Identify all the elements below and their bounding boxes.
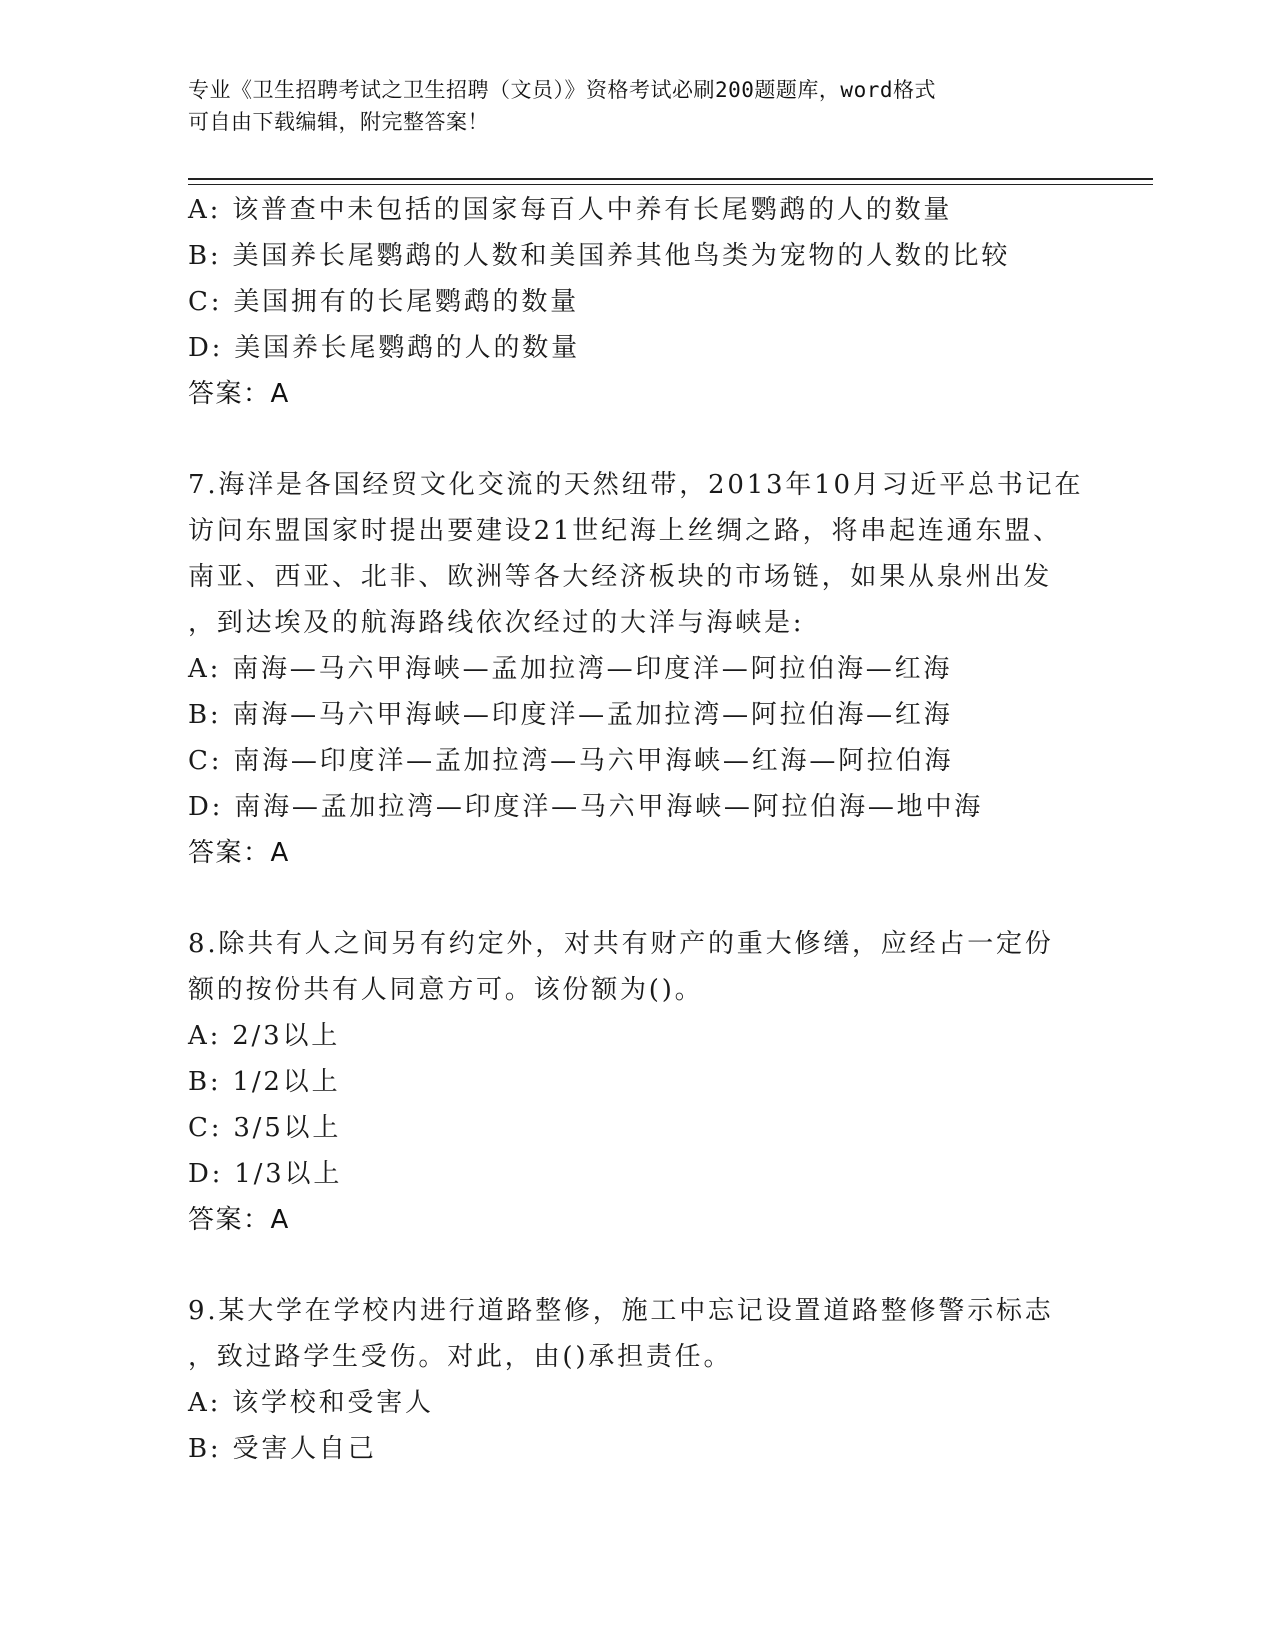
answer-line: 答案：A xyxy=(188,379,290,409)
option-c: C: 3/5以上 xyxy=(188,1113,342,1143)
question-6 xyxy=(188,187,1088,417)
option-a: A: 该学校和受害人 xyxy=(188,1388,434,1418)
header-line-1: 专业《卫生招聘考试之卫生招聘（文员）》资格考试必刷200题题库，word格式 xyxy=(188,78,936,102)
question-text-line: 额的按份共有人同意方可。该份额为()。 xyxy=(188,975,704,1005)
question-text-line: 8.除共有人之间另有约定外，对共有财产的重大修缮，应经占一定份 xyxy=(188,929,1054,959)
document-body xyxy=(188,187,1088,1472)
option-b: B: 南海—马六甲海峡—印度洋—孟加拉湾—阿拉伯海—红海 xyxy=(188,700,953,730)
option-b: B: 受害人自己 xyxy=(188,1434,377,1464)
answer-line: 答案：A xyxy=(188,1205,290,1235)
header-divider-thick xyxy=(188,178,1153,180)
option-b: B: 1/2以上 xyxy=(188,1067,341,1097)
option-b: B: 美国养长尾鹦鹉的人数和美国养其他鸟类为宠物的人数的比较 xyxy=(188,241,1011,271)
question-7 xyxy=(188,462,1088,876)
option-a: A: 该普查中未包括的国家每百人中养有长尾鹦鹉的人的数量 xyxy=(188,195,953,225)
question-8 xyxy=(188,921,1088,1243)
option-c: C: 南海—印度洋—孟加拉湾—马六甲海峡—红海—阿拉伯海 xyxy=(188,746,954,776)
header-divider-thin xyxy=(188,184,1153,185)
answer-line: 答案：A xyxy=(188,838,290,868)
option-c: C: 美国拥有的长尾鹦鹉的数量 xyxy=(188,287,579,317)
question-text-line: 南亚、西亚、北非、欧洲等各大经济板块的市场链，如果从泉州出发 xyxy=(188,562,1053,592)
question-9 xyxy=(188,1288,1088,1472)
header-line-2: 可自由下载编辑，附完整答案！ xyxy=(188,110,489,134)
question-text-line: 访问东盟国家时提出要建设21世纪海上丝绸之路，将串起连通东盟、 xyxy=(188,516,1062,546)
option-a: A: 南海—马六甲海峡—孟加拉湾—印度洋—阿拉伯海—红海 xyxy=(188,654,953,684)
question-text-line: ，致过路学生受伤。对此，由()承担责任。 xyxy=(188,1342,733,1372)
option-d: D: 1/3以上 xyxy=(188,1159,343,1189)
option-d: D: 美国养长尾鹦鹉的人的数量 xyxy=(188,333,580,363)
option-a: A: 2/3以上 xyxy=(188,1021,341,1051)
option-d: D: 南海—孟加拉湾—印度洋—马六甲海峡—阿拉伯海—地中海 xyxy=(188,792,984,822)
question-text-line: 9.某大学在学校内进行道路整修，施工中忘记设置道路整修警示标志 xyxy=(188,1296,1054,1326)
question-text-line: 7.海洋是各国经贸文化交流的天然纽带，2013年10月习近平总书记在 xyxy=(188,470,1084,500)
document-header xyxy=(188,74,1068,138)
question-text-line: ，到达埃及的航海路线依次经过的大洋与海峡是: xyxy=(188,608,805,638)
